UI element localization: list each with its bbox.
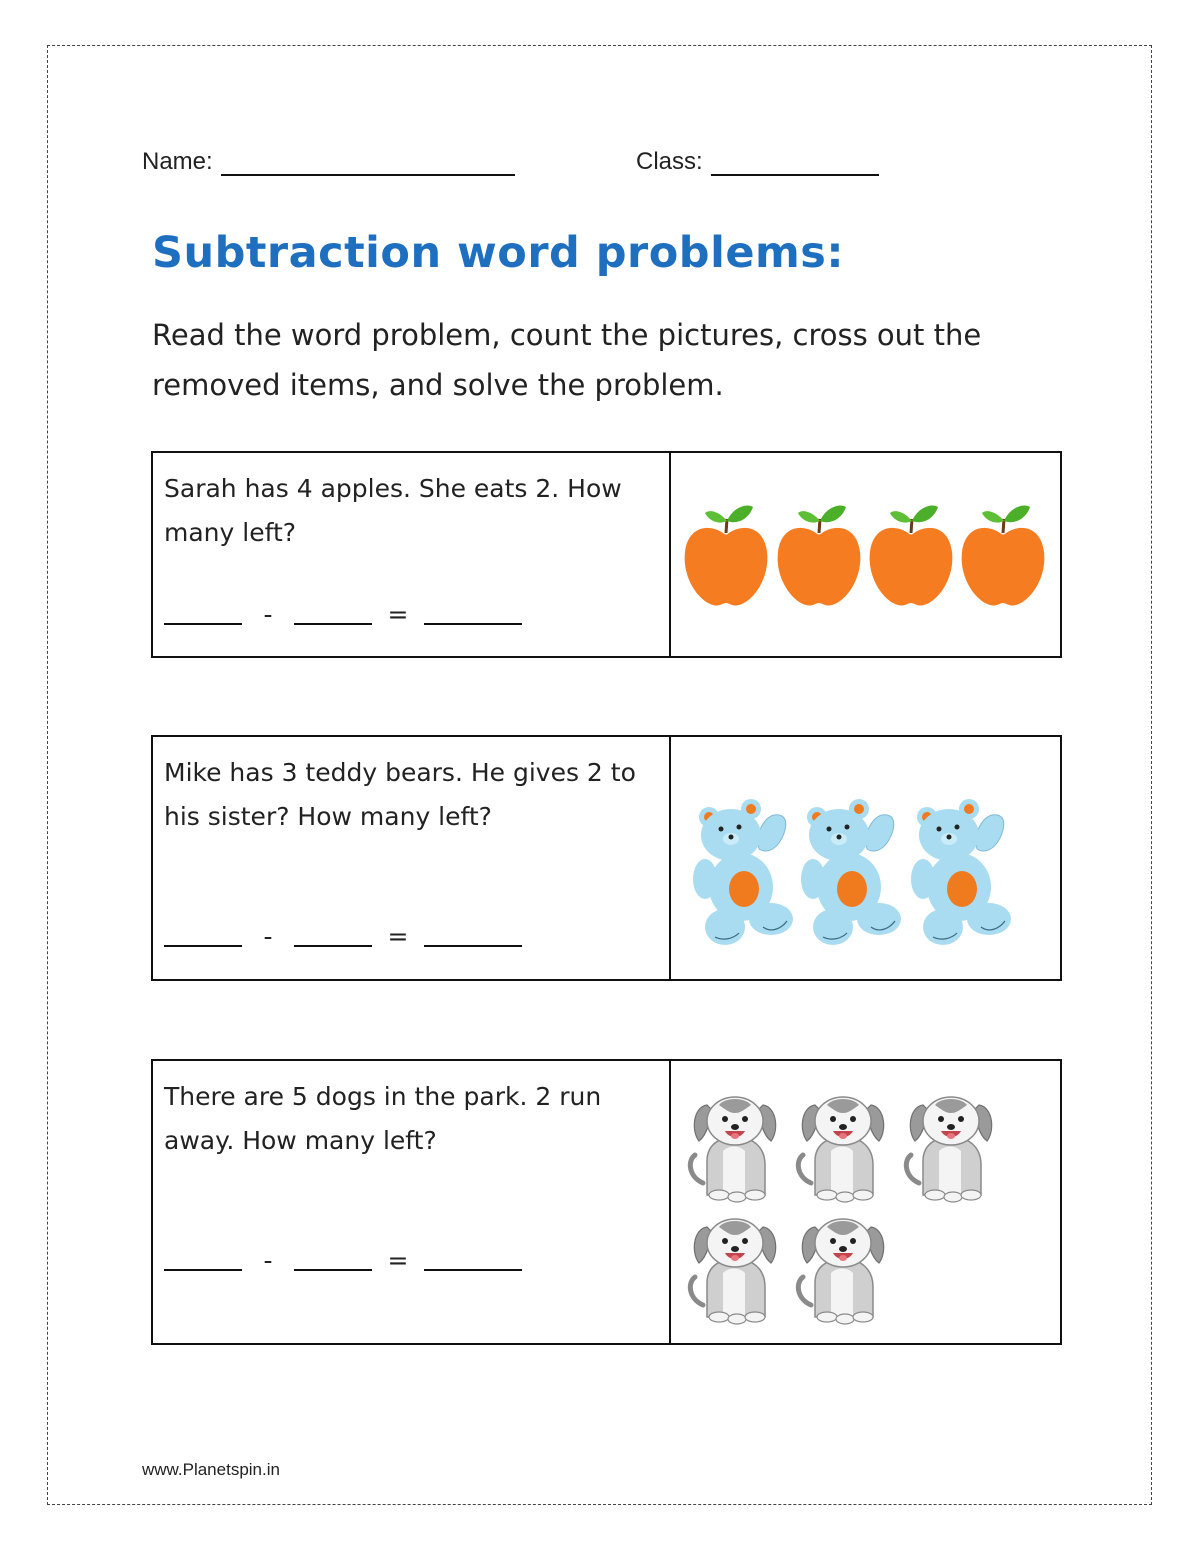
instructions: Read the word problem, count the pictures, cross out the removed items, and solve the problem. [152, 318, 982, 402]
class-label: Class: [636, 148, 703, 175]
answer-blank-result[interactable] [424, 944, 522, 947]
answer-blank-first[interactable] [164, 622, 242, 625]
dog-icon[interactable] [798, 1219, 883, 1324]
problem-text-cell [153, 1061, 671, 1343]
minus-sign: - [263, 922, 273, 951]
name-field[interactable] [142, 146, 515, 176]
picture-cell [671, 1061, 1060, 1343]
apple-icon[interactable] [685, 506, 768, 606]
teddy-bears-group [671, 737, 1060, 979]
apples-group [671, 453, 1060, 656]
picture-cell [671, 737, 1060, 979]
minus-sign: - [263, 600, 273, 629]
dog-icon[interactable] [906, 1097, 991, 1202]
teddy-bear-icon[interactable] [801, 799, 901, 945]
class-blank-line[interactable] [711, 146, 879, 176]
name-label: Name: [142, 148, 213, 175]
picture-cell [671, 453, 1060, 656]
apple-icon[interactable] [870, 506, 953, 606]
problem-question: There are 5 dogs in the park. 2 run away. How many left? [164, 1082, 602, 1155]
problem-box-3 [151, 1059, 1062, 1345]
equals-sign: = [387, 1246, 409, 1275]
problem-box-2 [151, 735, 1062, 981]
problem-text-cell [153, 737, 671, 979]
page-title: Subtraction word problems: [152, 228, 845, 278]
answer-equation [164, 922, 522, 951]
apple-icon[interactable] [778, 506, 861, 606]
dog-icon[interactable] [690, 1219, 775, 1324]
answer-equation [164, 600, 522, 629]
answer-blank-first[interactable] [164, 1268, 242, 1271]
answer-blank-second[interactable] [294, 944, 372, 947]
problem-question: Mike has 3 teddy bears. He gives 2 to his sister? How many left? [164, 758, 636, 831]
problem-text-cell [153, 453, 671, 656]
name-blank-line[interactable] [221, 146, 515, 176]
dog-icon[interactable] [798, 1097, 883, 1202]
answer-blank-second[interactable] [294, 1268, 372, 1271]
answer-equation [164, 1246, 522, 1275]
equals-sign: = [387, 922, 409, 951]
minus-sign: - [263, 1246, 273, 1275]
footer-website: www.Planetspin.in [142, 1460, 280, 1479]
apple-icon[interactable] [962, 506, 1045, 606]
teddy-bear-icon[interactable] [693, 799, 793, 945]
class-field[interactable] [636, 146, 879, 176]
answer-blank-result[interactable] [424, 1268, 522, 1271]
answer-blank-second[interactable] [294, 622, 372, 625]
problem-box-1 [151, 451, 1062, 658]
answer-blank-first[interactable] [164, 944, 242, 947]
problem-question: Sarah has 4 apples. She eats 2. How many left? [164, 474, 622, 547]
answer-blank-result[interactable] [424, 622, 522, 625]
dog-icon[interactable] [690, 1097, 775, 1202]
equals-sign: = [387, 600, 409, 629]
teddy-bear-icon[interactable] [911, 799, 1011, 945]
dogs-group [671, 1061, 1060, 1343]
